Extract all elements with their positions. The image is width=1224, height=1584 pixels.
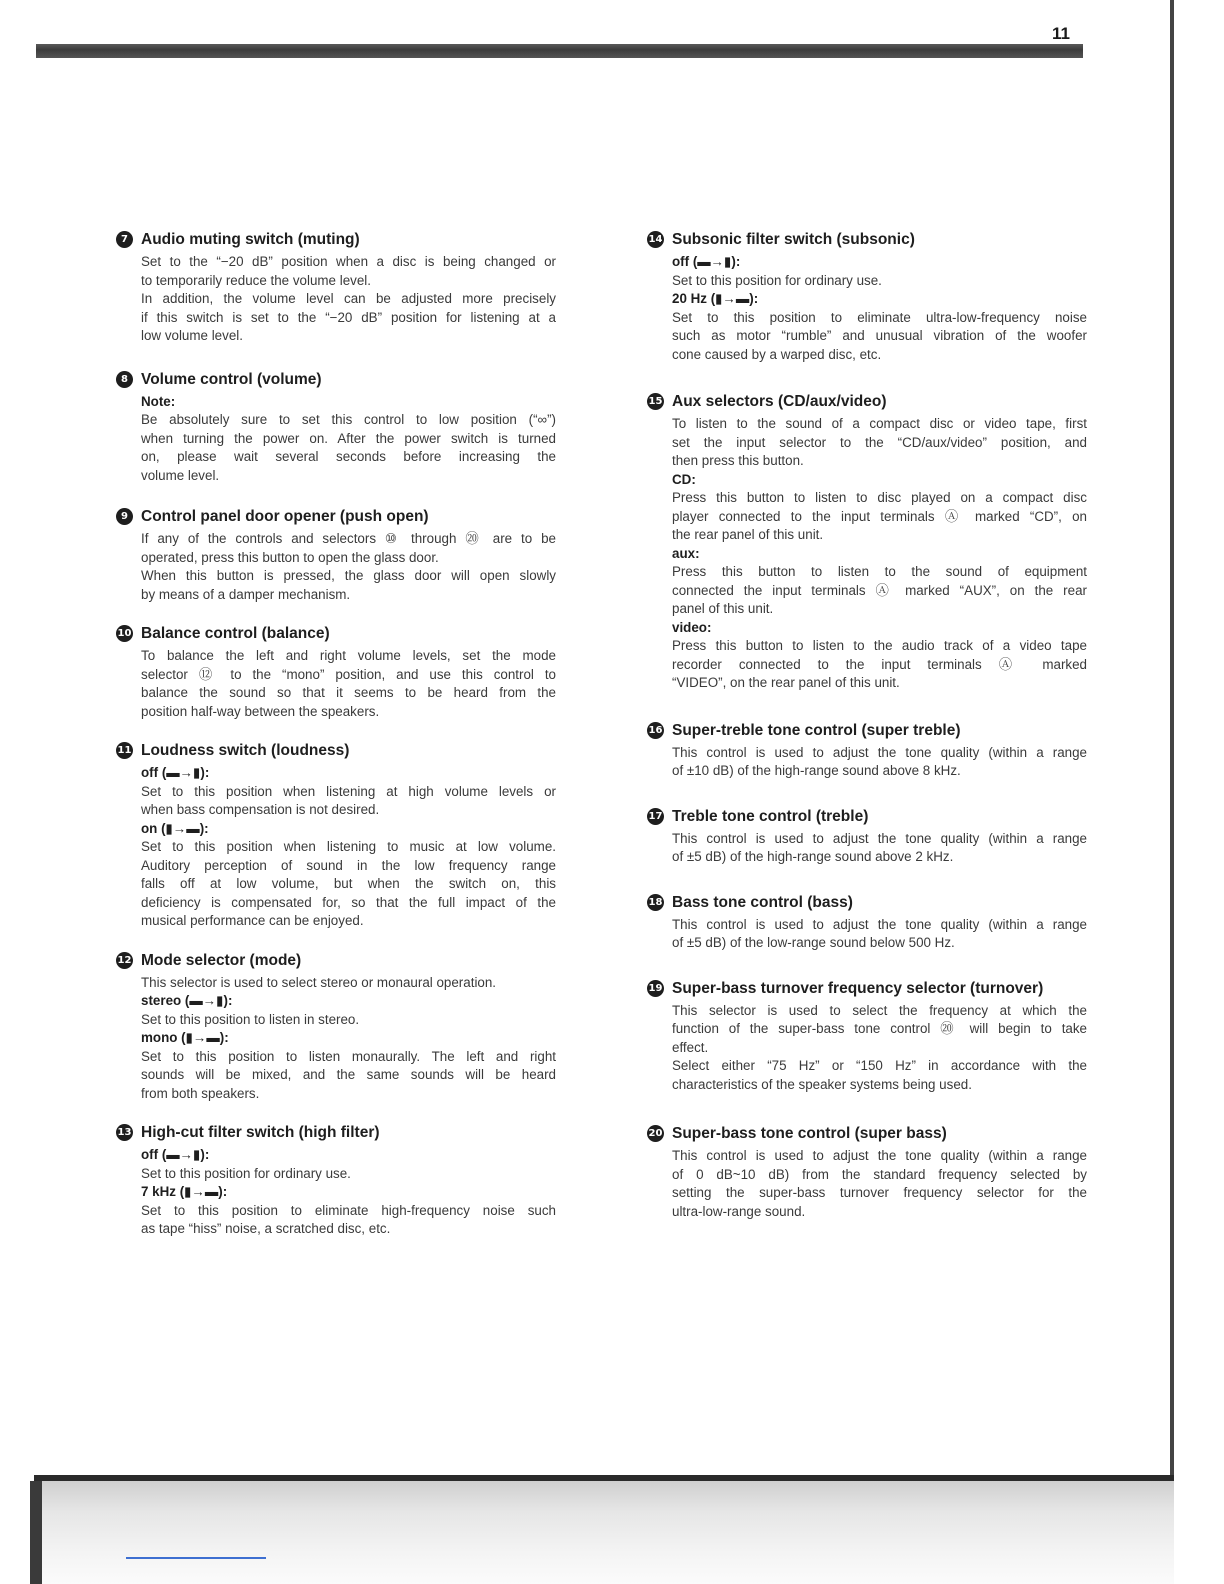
text-line: Press this button to listen to the audio track of a video tape — [672, 638, 1087, 653]
text-line: Set to this position when listening at high volume levels or — [141, 783, 556, 799]
section-number-badge: 12 — [116, 952, 133, 969]
text-line: Set to this position for ordinary use. — [141, 1165, 351, 1181]
text-line: set the input selector to the “CD/aux/video” position, and — [672, 434, 1087, 450]
section-7 — [116, 230, 556, 346]
text-line: To listen to the sound of a compact disc or video tape, first — [672, 416, 1087, 431]
text-line: as tape “hiss” noise, a scratched disc, etc. — [141, 1221, 391, 1236]
text-line: the rear panel of this unit. — [672, 527, 824, 542]
text-line: on, please wait several seconds before increasing the — [141, 449, 556, 464]
section-number-badge: 7 — [116, 231, 133, 248]
text-line: from both speakers. — [141, 1085, 260, 1101]
text-line: Set to this position to listen in stereo. — [141, 1011, 360, 1027]
text-line: Set to this position when listening to music at low volume. — [141, 839, 556, 854]
text-line: To balance the left and right volume levels, set the mode — [141, 648, 556, 663]
subheading: off (▬→▮): — [141, 1147, 210, 1162]
subheading: video: — [672, 619, 712, 635]
section-number-badge: 15 — [647, 393, 664, 410]
section-number-badge: 11 — [116, 742, 133, 759]
text-line: player connected to the input terminals Ⓐ marked “CD”, on — [672, 508, 1087, 524]
text-line: Press this button to listen to the sound of equipment — [672, 564, 1087, 579]
text-line: This control is used to adjust the tone quality (within a range — [672, 916, 1087, 932]
text-line: Set to this position for ordinary use. — [672, 272, 882, 288]
section-number-badge: 20 — [647, 1125, 664, 1142]
text-line: sounds will be mixed, and the same sounds will be heard — [141, 1067, 556, 1082]
section-17 — [647, 807, 1087, 867]
top-rule — [36, 44, 1083, 58]
section-title: Super-bass tone control (super bass) — [672, 1125, 947, 1142]
text-line: This selector is used to select stereo or monaural operation. — [141, 974, 497, 990]
section-11 — [116, 741, 556, 931]
text-line: balance the sound so that it seems to be heard from the — [141, 685, 556, 700]
text-line: when bass compensation is not desired. — [141, 802, 380, 817]
subheading: mono (▮→▬): — [141, 1030, 229, 1045]
section-number-badge: 17 — [647, 808, 664, 825]
section-number-badge: 8 — [116, 371, 133, 388]
page-number: 11 — [1052, 24, 1070, 43]
text-line: effect. — [672, 1039, 709, 1055]
section-title: Bass tone control (bass) — [672, 893, 853, 911]
text-line: selector ⑫ to the “mono” position, and use this control to — [141, 666, 556, 682]
section-number-badge: 13 — [116, 1124, 133, 1141]
section-18 — [647, 893, 1087, 953]
text-line: “VIDEO”, on the rear panel of this unit. — [672, 675, 900, 690]
text-line: when turning the power on. After the power switch is turned — [141, 430, 556, 446]
text-line: if this switch is set to the “−20 dB” position for listening at a — [141, 309, 556, 325]
text-line: Set to the “−20 dB” position when a disc is being changed or — [141, 254, 556, 269]
section-title: Treble tone control (treble) — [672, 807, 869, 825]
text-line: Press this button to listen to disc played on a compact disc — [672, 490, 1087, 505]
text-line: This control is used to adjust the tone quality (within a range — [672, 1148, 1087, 1163]
section-number-badge: 19 — [647, 980, 664, 997]
subheading: 7 kHz (▮→▬): — [141, 1184, 228, 1199]
text-line: of ±5 dB) of the high-range sound above 2 kHz. — [672, 849, 954, 864]
subheading: on (▮→▬): — [141, 820, 209, 836]
text-line: of ±5 dB) of the low-range sound below 500 Hz. — [672, 935, 955, 950]
text-line: of 0 dB~10 dB) from the standard frequency selected by — [672, 1166, 1087, 1182]
text-line: cone caused by a warped disc, etc. — [672, 346, 882, 362]
section-9 — [116, 507, 556, 604]
section-title: Balance control (balance) — [141, 625, 330, 642]
text-line: position half-way between the speakers. — [141, 703, 380, 719]
text-line: then press this button. — [672, 453, 804, 468]
scan-blue-mark — [126, 1557, 266, 1559]
text-line: setting the super-bass turnover frequency selector for the — [672, 1185, 1087, 1200]
scan-left-shadow — [30, 1481, 42, 1584]
section-number-badge: 18 — [647, 894, 664, 911]
scan-bottom-shadow — [34, 1481, 1174, 1584]
text-line: When this button is pressed, the glass door will open slowly — [141, 568, 556, 583]
text-line: This selector is used to select the frequency at which the — [672, 1002, 1087, 1018]
left-column — [116, 230, 556, 1239]
section-10 — [116, 624, 556, 721]
section-number-badge: 10 — [116, 625, 133, 642]
text-line: falls off at low volume, but when the switch on, this — [141, 876, 556, 891]
text-line: by means of a damper mechanism. — [141, 586, 351, 602]
section-16 — [647, 721, 1087, 781]
text-line: Auditory perception of sound in the low frequency range — [141, 857, 556, 873]
section-number-badge: 16 — [647, 722, 664, 739]
section-title: Aux selectors (CD/aux/video) — [672, 393, 887, 410]
right-column — [647, 230, 1087, 1221]
text-line: This control is used to adjust the tone quality (within a range — [672, 744, 1087, 760]
section-14 — [647, 230, 1087, 364]
text-line: musical performance can be enjoyed. — [141, 913, 364, 928]
text-line: deficiency is compensated for, so that the full impact of the — [141, 894, 556, 910]
text-line: Be absolutely sure to set this control to low position (“∞”) — [141, 412, 556, 427]
section-title: High-cut filter switch (high filter) — [141, 1124, 380, 1141]
section-title: Control panel door opener (push open) — [141, 508, 429, 525]
text-line: If any of the controls and selectors ⑩ through ⑳ are to be — [141, 531, 556, 546]
section-title: Volume control (volume) — [141, 370, 322, 388]
text-line: to temporarily reduce the volume level. — [141, 272, 371, 288]
section-20 — [647, 1124, 1087, 1221]
text-line: Set to this position to eliminate high-frequency noise such — [141, 1202, 556, 1218]
text-line: of ±10 dB) of the high-range sound above 8 kHz. — [672, 763, 961, 778]
subheading: Note: — [141, 393, 176, 409]
text-line: recorder connected to the input terminals Ⓐ marked — [672, 656, 1087, 672]
subheading: off (▬→▮): — [141, 765, 210, 780]
text-line: Select either “75 Hz” or “150 Hz” in accordance with the — [672, 1058, 1087, 1073]
text-line: operated, press this button to open the glass door. — [141, 549, 439, 565]
section-title: Loudness switch (loudness) — [141, 742, 350, 759]
section-number-badge: 9 — [116, 508, 133, 525]
text-line: panel of this unit. — [672, 601, 774, 616]
section-title: Super-treble tone control (super treble) — [672, 721, 961, 739]
section-8 — [116, 370, 556, 486]
text-line: Set to this position to listen monaurally. The left and right — [141, 1048, 556, 1064]
section-number-badge: 14 — [647, 231, 664, 248]
section-19 — [647, 979, 1087, 1095]
subheading: off (▬→▮): — [672, 254, 741, 269]
text-line: such as motor “rumble” and unusual vibration of the woofer — [672, 328, 1087, 343]
section-12 — [116, 951, 556, 1104]
section-title: Super-bass turnover frequency selector (turnover) — [672, 979, 1044, 997]
section-15 — [647, 392, 1087, 693]
subheading: aux: — [672, 545, 700, 561]
text-line: In addition, the volume level can be adjusted more precisely — [141, 291, 556, 306]
text-line: connected the input terminals Ⓐ marked “AUX”, on the rear — [672, 582, 1087, 598]
subheading: 20 Hz (▮→▬): — [672, 291, 759, 306]
subheading: CD: — [672, 471, 696, 487]
subheading: stereo (▬→▮): — [141, 993, 233, 1008]
text-line: low volume level. — [141, 328, 243, 343]
section-title: Subsonic filter switch (subsonic) — [672, 231, 915, 248]
section-title: Audio muting switch (muting) — [141, 231, 360, 248]
text-line: This control is used to adjust the tone quality (within a range — [672, 830, 1087, 846]
page-right-edge — [1170, 0, 1174, 1484]
section-title: Mode selector (mode) — [141, 951, 302, 969]
text-line: characteristics of the speaker systems being used. — [672, 1076, 972, 1092]
section-13 — [116, 1123, 556, 1239]
text-line: volume level. — [141, 467, 220, 483]
text-line: ultra-low-range sound. — [672, 1203, 806, 1219]
text-line: function of the super-bass tone control ⑳ will begin to take — [672, 1021, 1087, 1036]
text-line: Set to this position to eliminate ultra-low-frequency noise — [672, 309, 1087, 325]
